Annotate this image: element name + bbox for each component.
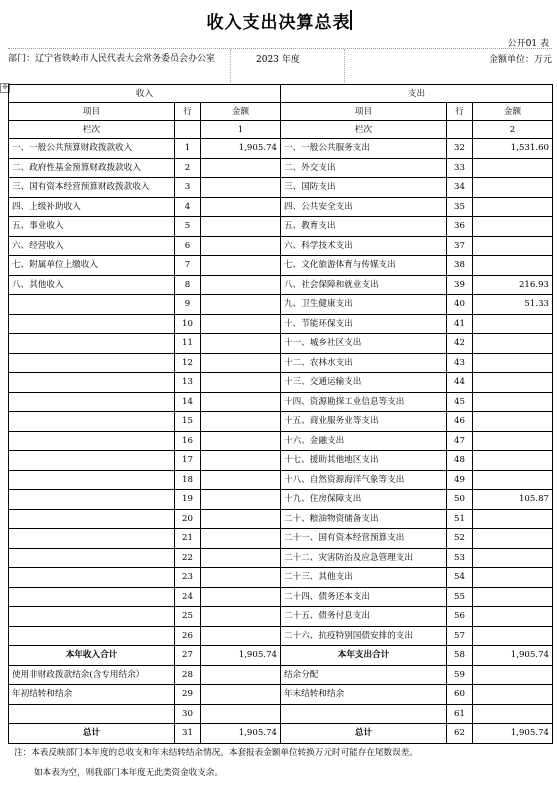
table-row <box>9 178 553 198</box>
expense-item: 六、科学技术支出 <box>281 236 447 256</box>
income-row-number: 5 <box>175 217 201 237</box>
page-title: 收入支出决算总表 <box>206 13 351 33</box>
income-row-number: 7 <box>175 256 201 276</box>
expense-amount <box>473 178 553 198</box>
income-item <box>9 509 175 529</box>
table-row <box>9 314 553 334</box>
income-amount <box>201 334 281 354</box>
income-amount <box>201 353 281 373</box>
expense-amount <box>473 548 553 568</box>
income-amount <box>201 412 281 432</box>
income-item <box>9 529 175 549</box>
income-item <box>9 295 175 315</box>
expense-row-number: 37 <box>447 236 473 256</box>
income-amount: 1,905.74 <box>201 724 281 744</box>
department-label: 部门：辽宁省铁岭市人民代表大会常务委员会办公室 <box>8 54 216 64</box>
expense-amount-header: 金额 <box>473 103 553 121</box>
income-item <box>9 334 175 354</box>
expense-item: 十七、援助其他地区支出 <box>281 451 447 471</box>
expense-row-number: 45 <box>447 392 473 412</box>
form-number: 公开01 表 <box>507 39 549 49</box>
income-section-header: 收入 <box>9 85 281 103</box>
expense-row-number: 58 <box>447 646 473 666</box>
income-amount: 1,905.74 <box>201 139 281 159</box>
expense-row-number: 53 <box>447 548 473 568</box>
income-row-number: 26 <box>175 626 201 646</box>
expense-row-number: 48 <box>447 451 473 471</box>
expense-item: 结余分配 <box>281 665 447 685</box>
expense-row-number: 51 <box>447 509 473 529</box>
expense-amount <box>473 587 553 607</box>
table-row <box>9 236 553 256</box>
expense-item: 二十五、债务付息支出 <box>281 607 447 627</box>
table-row <box>9 139 553 159</box>
table-row <box>9 509 553 529</box>
income-row-number: 21 <box>175 529 201 549</box>
expense-item: 十八、自然资源海洋气象等支出 <box>281 470 447 490</box>
income-row-number: 20 <box>175 509 201 529</box>
income-amount <box>201 236 281 256</box>
income-amount <box>201 607 281 627</box>
table-row <box>9 490 553 510</box>
income-item <box>9 392 175 412</box>
income-row-number: 12 <box>175 353 201 373</box>
expense-amount <box>473 256 553 276</box>
table-row <box>9 158 553 178</box>
expense-amount <box>473 451 553 471</box>
expense-row-number: 43 <box>447 353 473 373</box>
income-item: 六、经营收入 <box>9 236 175 256</box>
income-row-number: 22 <box>175 548 201 568</box>
expense-row-number: 35 <box>447 197 473 217</box>
table-row <box>9 412 553 432</box>
income-row-number: 30 <box>175 704 201 724</box>
expense-item: 四、公共安全支出 <box>281 197 447 217</box>
expense-row-number: 42 <box>447 334 473 354</box>
expense-item: 二十一、国有资本经营预算支出 <box>281 529 447 549</box>
income-item: 七、附属单位上缴收入 <box>9 256 175 276</box>
income-amount <box>201 490 281 510</box>
expense-row-header: 行 <box>447 103 473 121</box>
income-amount <box>201 431 281 451</box>
expense-amount: 105.87 <box>473 490 553 510</box>
table-row <box>9 451 553 471</box>
expense-amount <box>473 236 553 256</box>
income-item <box>9 490 175 510</box>
income-row-number: 3 <box>175 178 201 198</box>
income-amount <box>201 587 281 607</box>
expense-amount <box>473 217 553 237</box>
income-column-number: 1 <box>201 121 281 139</box>
income-row-header: 行 <box>175 103 201 121</box>
income-amount <box>201 626 281 646</box>
table-row <box>9 470 553 490</box>
expense-row-number: 50 <box>447 490 473 510</box>
table-row <box>9 217 553 237</box>
expense-amount <box>473 529 553 549</box>
fiscal-year: 2023 年度 <box>256 55 300 65</box>
report-meta <box>8 48 552 85</box>
table-row <box>9 431 553 451</box>
meta-divider <box>230 49 231 85</box>
expense-item: 二十、粮油物资储备支出 <box>281 509 447 529</box>
expense-amount <box>473 568 553 588</box>
table-row <box>9 665 553 685</box>
income-amount <box>201 548 281 568</box>
income-amount <box>201 509 281 529</box>
income-amount <box>201 451 281 471</box>
expense-amount <box>473 373 553 393</box>
expense-row-number: 39 <box>447 275 473 295</box>
income-amount <box>201 665 281 685</box>
expense-row-number: 52 <box>447 529 473 549</box>
expense-column-label: 栏次 <box>281 121 447 139</box>
income-item <box>9 412 175 432</box>
table-move-handle-icon[interactable]: ✥ <box>0 83 10 93</box>
expense-column-number: 2 <box>473 121 553 139</box>
expense-amount <box>473 197 553 217</box>
income-row-number: 18 <box>175 470 201 490</box>
income-item <box>9 548 175 568</box>
income-item <box>9 626 175 646</box>
expense-amount <box>473 509 553 529</box>
income-amount <box>201 178 281 198</box>
income-item <box>9 314 175 334</box>
table-row <box>9 353 553 373</box>
table-row <box>9 724 553 744</box>
expense-amount <box>473 412 553 432</box>
income-row-number: 10 <box>175 314 201 334</box>
expense-item: 十二、农林水支出 <box>281 353 447 373</box>
expense-amount <box>473 704 553 724</box>
expense-item: 二十二、灾害防治及应急管理支出 <box>281 548 447 568</box>
income-row-number: 4 <box>175 197 201 217</box>
expense-amount: 51.33 <box>473 295 553 315</box>
table-row <box>9 568 553 588</box>
expense-item: 九、卫生健康支出 <box>281 295 447 315</box>
expense-item: 二十三、其他支出 <box>281 568 447 588</box>
income-row-number: 13 <box>175 373 201 393</box>
income-amount <box>201 314 281 334</box>
expense-amount <box>473 685 553 705</box>
income-row-number: 11 <box>175 334 201 354</box>
income-amount <box>201 275 281 295</box>
income-amount <box>201 295 281 315</box>
expense-column-row <box>447 121 473 139</box>
income-item <box>9 451 175 471</box>
income-item: 使用非财政拨款结余(含专用结余） <box>9 665 175 685</box>
table-row <box>9 587 553 607</box>
expense-row-number: 33 <box>447 158 473 178</box>
text-cursor <box>350 10 352 30</box>
income-row-number: 15 <box>175 412 201 432</box>
meta-divider <box>344 49 345 85</box>
income-row-number: 24 <box>175 587 201 607</box>
table-row <box>9 275 553 295</box>
income-item <box>9 568 175 588</box>
expense-row-number: 62 <box>447 724 473 744</box>
income-item: 二、政府性基金预算财政拨款收入 <box>9 158 175 178</box>
expense-item: 八、社会保障和就业支出 <box>281 275 447 295</box>
expense-amount <box>473 626 553 646</box>
expense-item: 十五、商业服务业等支出 <box>281 412 447 432</box>
expense-item: 十三、交通运输支出 <box>281 373 447 393</box>
income-row-number: 19 <box>175 490 201 510</box>
expense-item: 三、国防支出 <box>281 178 447 198</box>
expense-item: 本年支出合计 <box>281 646 447 666</box>
footnote-empty: 如本表为空，则我部门本年度无此类资金收支余。 <box>34 768 224 778</box>
income-row-number: 2 <box>175 158 201 178</box>
income-item: 总计 <box>9 724 175 744</box>
income-column-label: 栏次 <box>9 121 175 139</box>
table-row <box>9 373 553 393</box>
income-item <box>9 431 175 451</box>
income-item: 本年收入合计 <box>9 646 175 666</box>
expense-amount <box>473 470 553 490</box>
income-amount <box>201 529 281 549</box>
expense-row-number: 60 <box>447 685 473 705</box>
expense-amount: 1,531.60 <box>473 139 553 159</box>
income-amount <box>201 373 281 393</box>
income-item <box>9 470 175 490</box>
table-row <box>9 646 553 666</box>
expense-row-number: 49 <box>447 470 473 490</box>
expense-row-number: 56 <box>447 607 473 627</box>
expense-row-number: 34 <box>447 178 473 198</box>
expense-row-number: 32 <box>447 139 473 159</box>
expense-item: 二十六、抗疫特别国债安排的支出 <box>281 626 447 646</box>
income-row-number: 28 <box>175 665 201 685</box>
income-row-number: 6 <box>175 236 201 256</box>
table-row <box>9 607 553 627</box>
expense-item: 总计 <box>281 724 447 744</box>
expense-item: 十一、城乡社区支出 <box>281 334 447 354</box>
table-row <box>9 529 553 549</box>
income-row-number: 25 <box>175 607 201 627</box>
expense-row-number: 40 <box>447 295 473 315</box>
income-row-number: 8 <box>175 275 201 295</box>
expense-amount: 1,905.74 <box>473 646 553 666</box>
expense-item: 二十四、债务还本支出 <box>281 587 447 607</box>
income-amount <box>201 197 281 217</box>
income-item: 三、国有资本经营预算财政拨款收入 <box>9 178 175 198</box>
expense-item: 五、教育支出 <box>281 217 447 237</box>
table-row <box>9 626 553 646</box>
expense-row-number: 54 <box>447 568 473 588</box>
expense-section-header: 支出 <box>281 85 553 103</box>
income-column-row <box>175 121 201 139</box>
expense-item <box>281 704 447 724</box>
income-row-number: 17 <box>175 451 201 471</box>
income-row-number: 14 <box>175 392 201 412</box>
expense-amount <box>473 392 553 412</box>
expense-row-number: 44 <box>447 373 473 393</box>
income-expense-table <box>8 84 553 744</box>
income-item: 五、事业收入 <box>9 217 175 237</box>
expense-amount <box>473 158 553 178</box>
expense-row-number: 59 <box>447 665 473 685</box>
income-item: 年初结转和结余 <box>9 685 175 705</box>
income-item <box>9 373 175 393</box>
expense-row-number: 38 <box>447 256 473 276</box>
income-amount <box>201 256 281 276</box>
table-row <box>9 295 553 315</box>
income-amount <box>201 158 281 178</box>
table-row <box>9 704 553 724</box>
income-item-header: 项目 <box>9 103 175 121</box>
expense-row-number: 36 <box>447 217 473 237</box>
income-item: 一、一般公共预算财政拨款收入 <box>9 139 175 159</box>
expense-amount <box>473 334 553 354</box>
expense-row-number: 41 <box>447 314 473 334</box>
expense-row-number: 46 <box>447 412 473 432</box>
expense-row-number: 57 <box>447 626 473 646</box>
income-amount: 1,905.74 <box>201 646 281 666</box>
expense-row-number: 61 <box>447 704 473 724</box>
footnote: 注：本表反映部门本年度的总收支和年末结转结余情况。本套报表金额单位转换万元时可能存在尾数误差。 <box>14 748 418 758</box>
income-item <box>9 704 175 724</box>
table-row <box>9 256 553 276</box>
expense-amount <box>473 431 553 451</box>
income-item <box>9 353 175 373</box>
expense-item: 二、外交支出 <box>281 158 447 178</box>
expense-row-number: 55 <box>447 587 473 607</box>
income-item <box>9 607 175 627</box>
income-amount <box>201 704 281 724</box>
table-row <box>9 685 553 705</box>
income-row-number: 29 <box>175 685 201 705</box>
income-amount <box>201 470 281 490</box>
expense-amount <box>473 607 553 627</box>
income-item: 八、其他收入 <box>9 275 175 295</box>
income-item <box>9 587 175 607</box>
expense-item: 十四、资源勘探工业信息等支出 <box>281 392 447 412</box>
income-row-number: 31 <box>175 724 201 744</box>
expense-item-header: 项目 <box>281 103 447 121</box>
expense-item: 十、节能环保支出 <box>281 314 447 334</box>
expense-item: 七、文化旅游体育与传媒支出 <box>281 256 447 276</box>
income-row-number: 23 <box>175 568 201 588</box>
expense-amount <box>473 353 553 373</box>
income-row-number: 1 <box>175 139 201 159</box>
income-item: 四、上级补助收入 <box>9 197 175 217</box>
expense-item: 十九、住房保障支出 <box>281 490 447 510</box>
income-amount <box>201 392 281 412</box>
expense-item: 一、一般公共服务支出 <box>281 139 447 159</box>
expense-amount: 216.93 <box>473 275 553 295</box>
table-row <box>9 392 553 412</box>
income-row-number: 9 <box>175 295 201 315</box>
expense-row-number: 47 <box>447 431 473 451</box>
income-amount <box>201 217 281 237</box>
expense-item: 十六、金融支出 <box>281 431 447 451</box>
expense-amount <box>473 314 553 334</box>
table-row <box>9 548 553 568</box>
amount-unit: 金额单位：万元 <box>488 55 552 65</box>
table-row <box>9 334 553 354</box>
income-row-number: 16 <box>175 431 201 451</box>
income-amount <box>201 685 281 705</box>
income-amount <box>201 568 281 588</box>
income-amount-header: 金额 <box>201 103 281 121</box>
expense-amount <box>473 665 553 685</box>
table-row <box>9 197 553 217</box>
income-row-number: 27 <box>175 646 201 666</box>
expense-item: 年末结转和结余 <box>281 685 447 705</box>
expense-amount: 1,905.74 <box>473 724 553 744</box>
